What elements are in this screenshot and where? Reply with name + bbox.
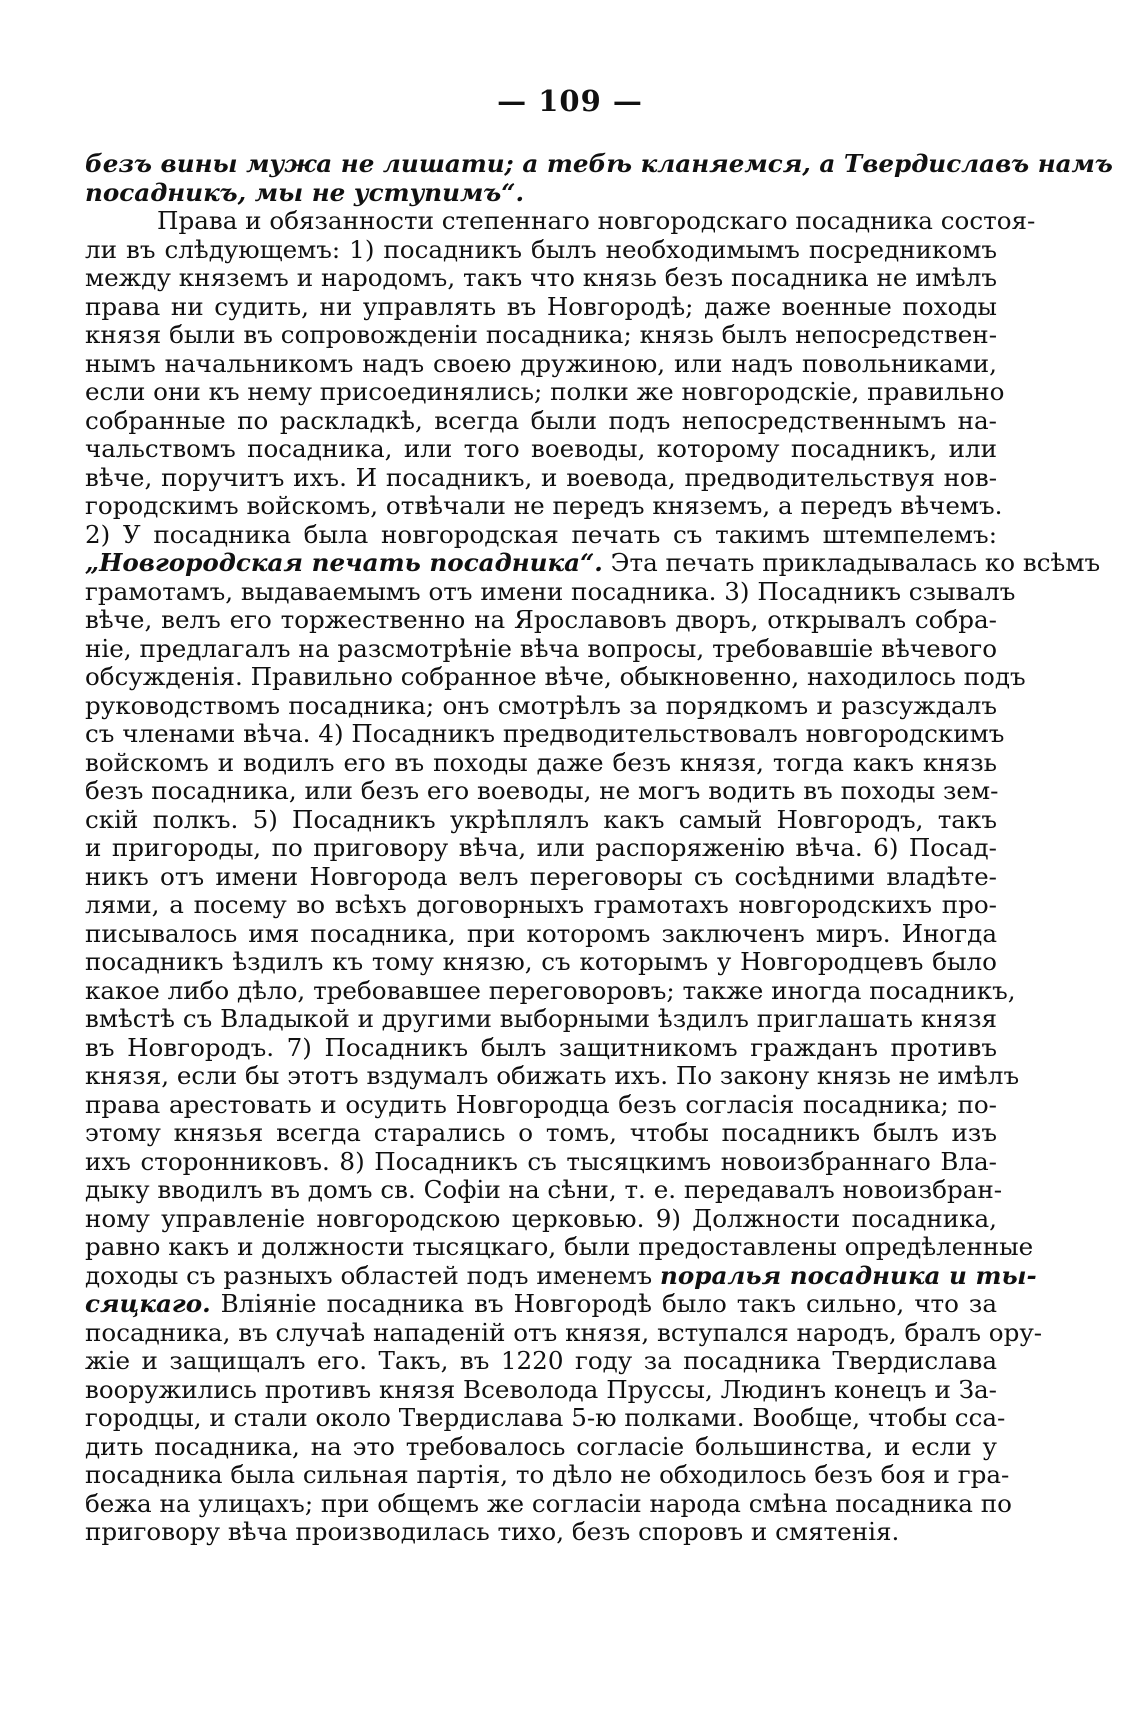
text-line	[85, 834, 997, 863]
text-line	[85, 206, 1036, 236]
text-line	[85, 1260, 1037, 1291]
text-segment: жіе и защищалъ его. Такъ, въ 1220 году за посадника Твердислава	[85, 1346, 997, 1375]
text-line	[85, 1175, 1003, 1205]
text-line	[85, 1347, 997, 1376]
text-line	[85, 350, 997, 379]
text-segment: князя были въ сопровожденіи посадника; князь былъ непосредствен-	[85, 320, 997, 349]
text-segment: собранные по раскладкѣ, всегда были подъ непосредственнымъ на-	[85, 405, 997, 435]
text-segment: грамотамъ, выдаваемымъ отъ имени посадника. 3) Посадникъ сзывалъ	[85, 576, 1016, 606]
text-segment: чальствомъ посадника, или того воеводы, которому посадникъ, или	[85, 434, 997, 463]
text-line	[85, 1091, 997, 1120]
text-segment: Вліяніе посадника въ Новгородѣ было такъ сильно, что за	[210, 1289, 997, 1318]
text-segment: права ни судить, ни управлять въ Новгородѣ; даже военные походы	[85, 291, 997, 321]
text-segment: какое либо дѣло, требовавшее переговоровъ; также иногда посадникъ,	[85, 975, 1016, 1005]
italic-text: „Новгородская печать посадника“.	[85, 548, 603, 577]
italic-text: поралья посадника и ты-	[660, 1260, 1037, 1290]
text-line	[85, 548, 1101, 578]
text-segment: съ членами вѣча. 4) Посадникъ предводительствовалъ новгородскимъ	[85, 719, 1005, 748]
text-segment: лями, а посему во всѣхъ договорныхъ грамотахъ новгородскихъ про-	[85, 890, 997, 919]
text-line	[85, 1119, 997, 1148]
text-segment: между княземъ и народомъ, такъ что князь безъ посадника не имѣлъ	[85, 263, 997, 292]
text-segment: городцы, и стали около Твердислава 5-ю полками. Вообще, чтобы сса-	[85, 1403, 1006, 1432]
text-line	[85, 920, 997, 949]
text-line	[85, 1403, 1006, 1433]
text-line	[85, 777, 997, 806]
text-line	[85, 149, 1113, 179]
text-line	[85, 948, 997, 977]
text-line	[85, 377, 1005, 407]
text-line	[85, 662, 1026, 692]
text-segment: въ Новгородъ. 7) Посадникъ былъ защитникомъ гражданъ противъ	[85, 1032, 997, 1062]
text-segment: вмѣстѣ съ Владыкой и другими выборными ѣздилъ приглашать князя	[85, 1004, 997, 1033]
text-segment: и пригороды, по приговору вѣча, или распоряженію вѣча. 6) Посад-	[85, 833, 997, 862]
text-segment: ніе, предлагалъ на разсмотрѣніе вѣча вопросы, требовавшіе вѣчевого	[85, 633, 997, 663]
text-line	[85, 749, 997, 778]
text-line	[85, 692, 997, 721]
text-segment: вѣче, велъ его торжественно на Ярославовъ дворъ, открывалъ собра-	[85, 605, 997, 634]
body-text	[85, 149, 1113, 1547]
text-line	[85, 1290, 997, 1319]
text-line	[85, 606, 997, 635]
text-segment: посадникъ ѣздилъ къ тому князю, съ которымъ у Новгородцевъ было	[85, 947, 997, 976]
text-segment: скій полкъ. 5) Посадникъ укрѣплялъ какъ самый Новгородъ, такъ	[85, 804, 997, 834]
text-segment: ли въ слѣдующемъ: 1) посадникъ былъ необходимымъ посредникомъ	[85, 234, 997, 264]
text-line	[85, 806, 997, 835]
text-line	[85, 1005, 997, 1034]
text-segment: права арестовать и осудить Новгородца безъ согласія посадника; по-	[85, 1089, 997, 1119]
text-segment: дыку вводилъ въ домъ св. Софіи на сѣни, т. е. передавалъ новоизбран-	[85, 1175, 1003, 1204]
text-segment: равно какъ и должности тысяцкаго, были предоставлены опредѣленные	[85, 1232, 1034, 1261]
text-line	[85, 1148, 997, 1177]
text-line	[85, 1460, 1010, 1490]
text-line	[85, 1034, 997, 1063]
text-segment: городскимъ войскомъ, отвѣчали не передъ княземъ, а передъ вѣчемъ.	[85, 491, 1003, 520]
text-segment: приговору вѣча производилась тихо, безъ споровъ и смятенія.	[85, 1517, 900, 1546]
text-line	[85, 321, 997, 350]
text-segment: Права и обязанности степеннаго новгородскаго посадника состоя-	[157, 206, 1036, 235]
italic-text: безъ вины мужа не лишати; а тебѣ кланяемся, а Твердиславъ намъ	[85, 149, 1113, 178]
text-line	[85, 719, 1005, 749]
text-line	[85, 435, 997, 464]
text-segment: Эта печать прикладывалась ко всѣмъ	[602, 548, 1101, 577]
text-line	[85, 891, 997, 920]
text-line	[85, 521, 997, 550]
text-segment: этому князья всегда старались о томъ, чтобы посадникъ былъ изъ	[85, 1118, 997, 1147]
text-segment: войскомъ и водилъ его въ походы даже безъ князя, тогда какъ князь	[85, 747, 997, 777]
text-line	[85, 491, 1003, 521]
text-line	[85, 1433, 997, 1462]
text-segment: ихъ сторонниковъ. 8) Посадникъ съ тысяцкимъ новоизбраннаго Вла-	[85, 1146, 997, 1176]
text-segment: посадника была сильная партія, то дѣло не обходилось безъ боя и гра-	[85, 1460, 1010, 1489]
text-line	[85, 293, 997, 322]
text-segment: никъ отъ имени Новгорода велъ переговоры съ сосѣдними владѣте-	[85, 861, 997, 891]
italic-text: сяцкаго.	[85, 1289, 211, 1318]
text-line	[85, 863, 997, 892]
text-segment: обсужденія. Правильно собранное вѣче, обыкновенно, находилось подъ	[85, 662, 1026, 691]
text-segment: посадника, въ случаѣ нападеній отъ князя, вступался народъ, бралъ ору-	[85, 1317, 1043, 1347]
text-line	[85, 179, 997, 208]
text-segment: вооружились противъ князя Всеволода Пруссы, Людинъ конецъ и За-	[85, 1374, 997, 1404]
text-line	[85, 1518, 997, 1547]
text-line	[85, 264, 997, 293]
text-segment: писывалось имя посадника, при которомъ заключенъ миръ. Иногда	[85, 918, 997, 948]
italic-text: посадникъ, мы не уступимъ“.	[85, 177, 525, 207]
text-line	[85, 1376, 997, 1405]
text-segment: бежа на улицахъ; при общемъ же согласіи народа смѣна посадника по	[85, 1488, 1012, 1518]
text-segment: если они къ нему присоединялись; полки же новгородскіе, правильно	[85, 377, 1005, 406]
text-segment: ному управленіе новгородскою церковью. 9) Должности посадника,	[85, 1203, 997, 1233]
text-line	[85, 1232, 1034, 1262]
text-segment: доходы съ разныхъ областей подъ именемъ	[85, 1260, 660, 1290]
text-line	[85, 1488, 1012, 1519]
text-segment: безъ посадника, или безъ его воеводы, не могъ водить въ походы зем-	[85, 776, 999, 805]
text-segment: князя, если бы этотъ вздумалъ обижать ихъ. По закону князь не имѣлъ	[85, 1061, 1020, 1090]
text-segment: дить посадника, на это требовалось согласіе большинства, и если у	[85, 1431, 997, 1461]
text-line	[85, 407, 997, 436]
text-line	[85, 464, 997, 493]
page-number: — 109 —	[497, 84, 643, 118]
text-line	[85, 975, 1016, 1006]
text-line	[85, 236, 997, 265]
text-segment: руководствомъ посадника; онъ смотрѣлъ за порядкомъ и разсуждалъ	[85, 690, 997, 720]
text-line	[85, 1317, 1043, 1348]
text-line	[85, 1205, 997, 1234]
text-line	[85, 576, 1016, 607]
text-line	[85, 635, 997, 664]
text-line	[85, 1061, 1020, 1091]
text-segment: нымъ начальникомъ надъ своею дружиною, или надъ повольниками,	[85, 348, 997, 378]
text-segment: 2) У посадника была новгородская печать съ такимъ штемпелемъ:	[85, 519, 997, 549]
text-segment: вѣче, поручитъ ихъ. И посадникъ, и воевода, предводительствуя нов-	[85, 462, 997, 492]
